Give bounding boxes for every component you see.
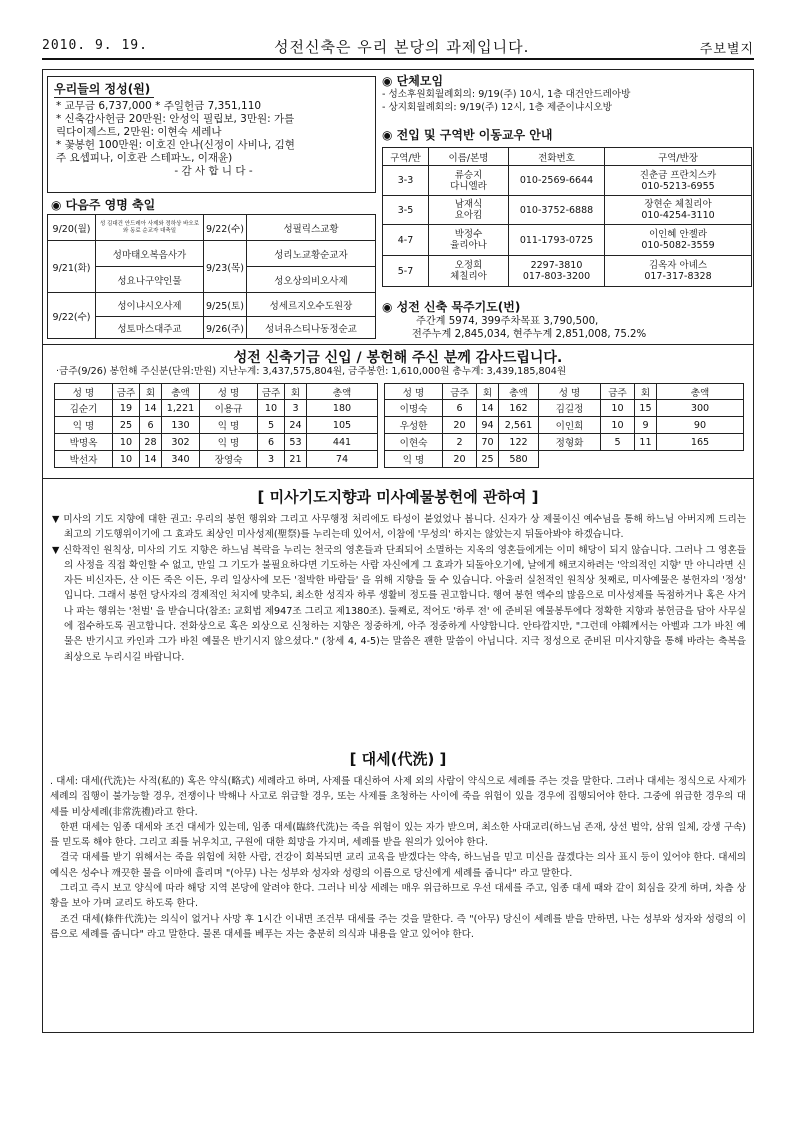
baptism-paragraph: . 대세: 대세(代洗)는 사적(私的) 혹은 약식(略式) 세례라고 하며, 사제를 대신하여 사제 외의 사람이 약식으로 세례를 주는 것을 말한다. 그러나 대세는 정식으로 사제가 세례의 집행이 불가능할 경우, 전쟁이나 박해나 사고로 위급할 경우, 또는 사제를 초청하는 사이에 죽을 위험이 있을 경우에 집행되어야 한다. 그중에 위급한 경우의 대세를 비상세례(非常洗禮)라고 한다. — [50, 776, 746, 818]
offerings-line: 주 요셉피나, 이호관 스테파노, 이재윤) — [56, 152, 233, 164]
bullet-icon: ◉ — [382, 128, 393, 142]
table-row: 9/22(수) 성이냐시오사제 9/25(토) 성세르지오수도원장 — [48, 293, 376, 317]
parish-moves-table — [382, 147, 752, 287]
table-row: 익 명 20 25 580 — [385, 451, 744, 468]
baptism-title: [ 대세(代洗) ] — [349, 750, 447, 768]
mass-paragraph: ▼ 미사의 기도 지향에 대한 권고: 우리의 봉헌 행위와 그리고 사무행정 처리에도 타성이 붙었었나 봅니다. 신자가 상 제물이신 예수님을 통해 하느님 아버지께 드리는 최고의 기도행위이기에 그 효과도 최상인 미사성제(聖祭)를 누리는데 있어서, 이참에 '무성의' 하지는 않았는지 뒤돌아봐야 하겠습니다. — [52, 514, 746, 541]
table-row: 성요나구약인물 성오상의비오사제 — [48, 267, 376, 293]
parish-moves-section — [382, 126, 752, 287]
page-title: 성전신축은 우리 본당의 과제입니다. — [274, 38, 530, 56]
prayer-weekly: 주간계 5974, 399주차목표 3,790,500, — [416, 316, 599, 327]
table-header-row: 성 명 금주 회 총액 성 명 금주 회 총액 — [385, 384, 744, 400]
offerings-title: 우리들의 정성(원) — [54, 80, 154, 98]
divider — [42, 344, 754, 345]
table-row: 이명숙 6 14 162 김길정 10 15 300 — [385, 400, 744, 417]
next-week-section — [47, 196, 376, 339]
table-row: 3-5 남재식 요아킴 010-3752-6888 장현순 체칠리아 010-4254-3110 — [383, 196, 752, 225]
fund-section — [42, 347, 754, 466]
prayer-total: 전주누계 2,845,034, 현주누계 2,851,008, 75.2% — [412, 329, 647, 340]
table-row: 박선자 10 14 340 장영숙 3 21 74 — [55, 451, 378, 468]
bullet-icon: ◉ — [382, 74, 393, 88]
table-row: 김순기 19 14 1,221 이용규 10 3 180 — [55, 400, 378, 417]
table-row: 5-7 오정희 체칠리아 2297-3810 017-803-3200 김옥자 아녜스 017-317-8328 — [383, 256, 752, 287]
next-week-title: ◉ 다음주 영명 축일 — [51, 198, 156, 212]
table-row: 우성한 20 94 2,561 이인희 10 9 90 — [385, 417, 744, 434]
bullet-icon: ◉ — [382, 300, 393, 314]
table-row: 9/21(화) 성마태오복음사가 9/23(목) 성리노교황순교자 — [48, 241, 376, 267]
offerings-line: 릭다이제스트, 2만원: 이현숙 세레나 — [56, 126, 222, 138]
meetings-title: ◉ 단체모임 — [382, 74, 444, 88]
offerings-line: * 신축감사헌금 20만원: 안성익 필립보, 3만원: 가를 — [56, 113, 295, 125]
offerings-line: * 교무금 6,737,000 * 주일헌금 7,351,110 — [56, 100, 262, 112]
baptism-paragraph: 한편 대세는 임종 대세와 조건 대세가 있는데, 임종 대세(臨終代洗)는 죽을 위험이 있는 자가 받으며, 최소한 사대교리(하느님 존재, 상선 벌악, 삼위 일체, 강생 구속)를 믿도록 해야 한다. 그리고 죄를 뉘우치고, 구원에 대한 희망을 가지며, 세례를 받을 원의가 있어야 한다. — [50, 821, 746, 849]
table-row: 박명옥 10 28 302 익 명 6 53 441 — [55, 434, 378, 451]
mass-paragraph: ▼ 신학적인 원칙상, 미사의 기도 지향은 하느님 복락을 누리는 천국의 영혼들과 단죄되어 소멸하는 지옥의 영혼들에게는 이미 해당이 되지 않습니다. 그러나 그 영혼들의 사정을 직접 확인할 수 없고, 만일 그 기도가 불필요하다면 기도하는 사람 자신에게 그 효과가 되돌아오기에, 날에게 해코지하려는 '악의적인 지향' 만 아니라면 신자든 비신자든, 산 이든 죽은 이든, 우리 일상사에 모든 '절박한 바람들' 을 위해 지향을 둘 수 있습니다. 아울러 실천적인 원칙상 첫째로, 미사예물은 봉헌자의 '정성' 입니다. 그래서 봉헌 당사자의 경제적인 처지에 맞추되, 최소한 성직자 하루 생활비 정도를 권고합니다. 행여 봉헌 액수의 많음으로 미사성제를 독점하거나 혹은 사거나 파는 행위는 '천벌' 을 받습니다(참조: 교회법 제947조 그리고 제1380조). 둘째로, 적어도 '하루 전' 에 준비된 예물봉투에다 정확한 지향과 봉헌금을 담아 사무실에 접수하도록 권고합니다. 전화상으로 혹은 외상으로 신청하는 지향은 정중하게, 아주 정중하게 사양합니다. 안타깝지만, "그런데 야훼께서는 아벨과 그가 바친 예물은 반기시고 카인과 그가 바친 예물은 반기시지 않으셨다." (창세 4, 4-5)는 말씀은 괜한 말씀이 아닙니다. 지극 정성으로 준비된 미사지향을 통해 바라는 축복을 최상으로 누리시길 바랍니다. — [52, 544, 746, 663]
table-row: 익 명 25 6 130 익 명 5 24 105 — [55, 417, 378, 434]
table-row: 4-7 박정수 율리아나 011-1793-0725 이인혜 안젤라 010-5082-3559 — [383, 225, 752, 256]
fund-table-left — [54, 383, 378, 468]
table-header-row: 구역/반 이름/본명 전화번호 구역/반장 — [383, 148, 752, 166]
offerings-thanks: - 감 사 합 니 다 - — [174, 165, 253, 177]
divider — [42, 478, 754, 479]
table-row: 3-3 류승지 다니엘라 010-2569-6644 진춘금 프란치스카 010-5213-6955 — [383, 166, 752, 196]
fund-title: 성전 신축기금 신입 / 봉헌해 주신 분께 감사드립니다. — [233, 350, 563, 366]
parish-moves-title: ◉ 전입 및 구역반 이동교우 안내 — [382, 128, 553, 142]
offerings-box — [47, 76, 376, 193]
table-header-row: 성 명 금주 회 총액 성 명 금주 회 총액 — [55, 384, 378, 400]
feast-table — [47, 214, 376, 339]
mass-title: [ 미사기도지향과 미사예물봉헌에 관하여 ] — [257, 488, 539, 506]
page-header — [42, 36, 754, 60]
mass-section — [50, 486, 746, 665]
baptism-section — [50, 748, 746, 942]
table-row: 성토마스대주교 9/26(주) 성녀유스티나동정순교 — [48, 317, 376, 339]
meeting-line: - 성소후원회월례회의: 9/19(주) 10시, 1층 대건안드레아방 — [382, 89, 631, 100]
fund-table-right — [384, 383, 744, 468]
table-row: 이현숙 2 70 122 정형화 5 11 165 — [385, 434, 744, 451]
bulletin-subtitle: 주보별지 — [699, 42, 754, 57]
baptism-paragraph: 그리고 즉시 보고 양식에 따라 해당 지역 본당에 알려야 한다. 그러나 비상 세례는 매우 위급하므로 우선 대세를 주고, 임종 대세 때와 같이 회심을 갖게 하며, 차츰 상황을 보아 가며 교리도 하도록 한다. — [50, 883, 746, 910]
offerings-line: * 꽃봉헌 100만원: 이호진 안나(신정이 사비나, 김현 — [56, 139, 295, 151]
meeting-line: - 상지회월례회의: 9/19(주) 12시, 1층 제준이냐시오방 — [382, 102, 612, 113]
baptism-paragraph: 조건 대세(條件代洗)는 의식이 없거나 사망 후 1시간 이내면 조건부 대세를 주는 것을 말한다. 즉 "(아무) 당신이 세례를 받을 만하면, 나는 성부와 성자와 성령의 이름으로 세례를 줍니다" 라고 말한다. 물론 대세를 베푸는 자는 충분히 의식과 내용을 알고 있어야 한다. — [50, 913, 746, 940]
prayer-title: ◉ 성전 신축 묵주기도(번) — [382, 300, 521, 314]
meetings-section — [382, 72, 750, 114]
baptism-paragraph: 결국 대세를 받기 위해서는 죽을 위험에 처한 사람, 건강이 회복되면 교리 교육을 받겠다는 약속, 하느님을 믿고 미신을 끊겠다는 의사 표시 등이 있어야 한다. 대세의 예식은 성수나 깨끗한 물을 이마에 흘리며 "(아무) 나는 성부와 성자와 성령의 이름으로 당신에게 세례를 줍니다" 라고 말한다. — [50, 852, 746, 879]
prayer-section — [382, 298, 750, 341]
table-row: 9/20(월) 성 김대건 안드레아 사제와 정하상 바오로와 동료 순교자 대축일 9/22(수) 성필릭스교황 — [48, 215, 376, 241]
bullet-icon: ◉ — [51, 198, 62, 212]
fund-summary: ·금주(9/26) 봉헌해 주신분(단위:만원) 지난누계: 3,437,575,804원, 금주봉헌: 1,610,000원 총누계: 3,439,185,804원 — [56, 366, 567, 377]
bulletin-date: 2010. 9. 19. — [42, 38, 148, 53]
